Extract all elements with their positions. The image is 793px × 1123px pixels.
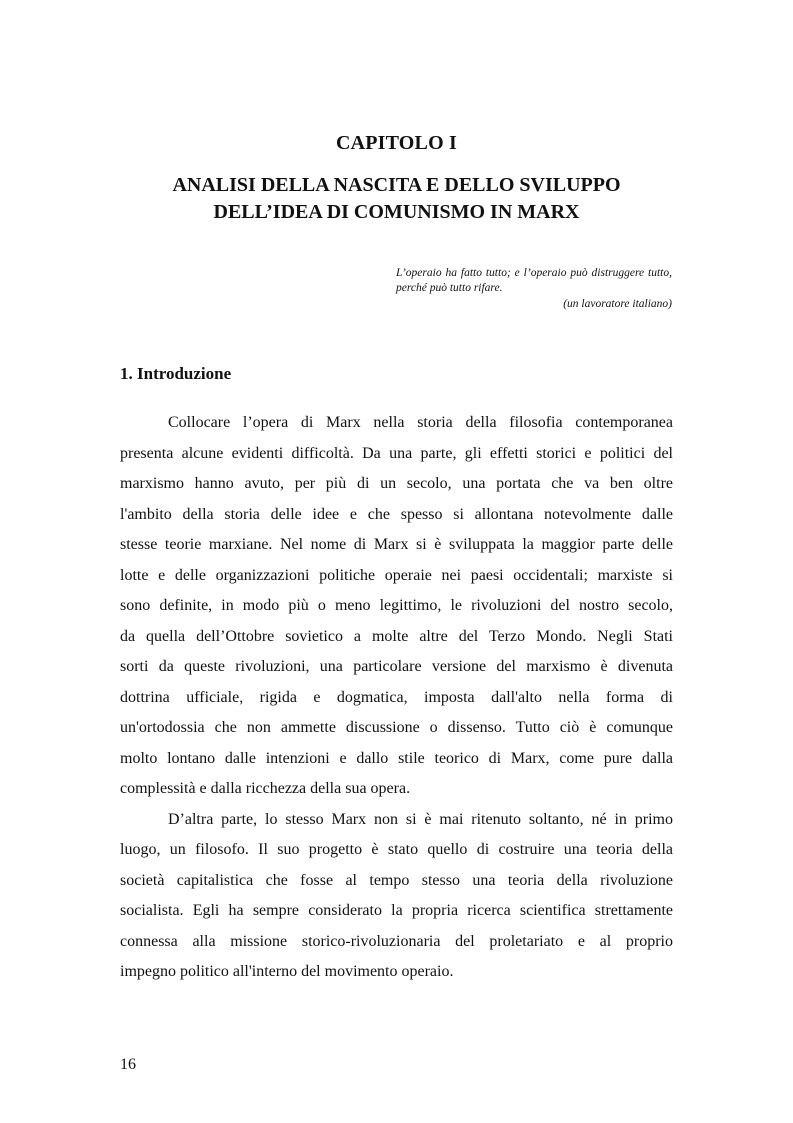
body-line: Collocare l’opera di Marx nella storia della filosofia contemporanea: [168, 414, 673, 431]
epigraph-quote: L’operaio ha fatto tutto; e l’operaio può distruggere tutto, perché può tutto rifare.: [396, 267, 672, 294]
body-line: molto lontano dalle intenzioni e dallo stile teorico di Marx, come pure dalla: [120, 749, 673, 767]
body-text: [120, 408, 673, 988]
body-line: società capitalistica che fosse al tempo stesso una teoria della rivoluzione: [120, 871, 673, 889]
body-line: lotte e delle organizzazioni politiche operaie nei paesi occidentali; marxiste si: [120, 566, 673, 584]
body-line: D’altra parte, lo stesso Marx non si è mai ritenuto soltanto, né in primo: [168, 810, 673, 828]
body-line: complessità e dalla ricchezza della sua opera.: [120, 780, 411, 797]
epigraph-source: (un lavoratore italiano): [563, 298, 672, 310]
chapter-title-line: DELL’IDEA DI COMUNISMO IN MARX: [213, 201, 580, 223]
body-line: luogo, un filosofo. Il suo progetto è stato quello di costruire una teoria della: [120, 841, 673, 858]
body-line: presenta alcune evidenti difficoltà. Da una parte, gli effetti storici e politici del: [120, 444, 673, 462]
body-line: l'ambito della storia delle idee e che spesso si allontana notevolmente dalle: [120, 505, 673, 523]
body-line: marxismo hanno avuto, per più di un secolo, una portata che va ben oltre: [120, 475, 673, 492]
body-line: un'ortodossia che non ammette discussione o dissenso. Tutto ciò è comunque: [120, 719, 673, 736]
body-line: socialista. Egli ha sempre considerato la propria ricerca scientifica strettamente: [120, 902, 673, 919]
body-line: sono definite, in modo più o meno legittimo, le rivoluzioni del nostro secolo,: [120, 597, 673, 614]
section-heading: 1. Introduzione: [120, 364, 232, 383]
chapter-title-line: ANALISI DELLA NASCITA E DELLO SVILUPPO: [172, 174, 621, 196]
body-line: impegno politico all'interno del movimento operaio.: [120, 963, 454, 980]
body-line: stesse teorie marxiane. Nel nome di Marx si è sviluppata la maggior parte delle: [120, 536, 673, 553]
body-line: connessa alla missione storico-rivoluzionaria del proletariato e al proprio: [120, 932, 673, 950]
body-line: da quella dell’Ottobre sovietico a molte altre del Terzo Mondo. Negli Stati: [120, 627, 673, 645]
body-line: sorti da queste rivoluzioni, una particolare versione del marxismo è divenuta: [120, 658, 673, 675]
page-number: 16: [120, 1056, 136, 1073]
chapter-title: [120, 172, 673, 226]
chapter-label: CAPITOLO I: [335, 132, 458, 154]
body-line: dottrina ufficiale, rigida e dogmatica, imposta dall'alto nella forma di: [120, 688, 673, 706]
